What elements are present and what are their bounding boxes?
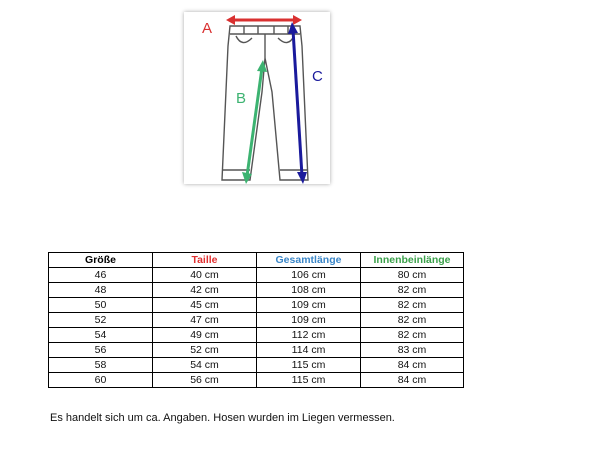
header-taille: Taille [153, 253, 257, 268]
cell-groesse: 58 [49, 358, 153, 373]
cell-groesse: 60 [49, 373, 153, 388]
cell-gesamtlaenge: 109 cm [257, 298, 361, 313]
size-table [48, 252, 464, 388]
arrow-a [226, 15, 302, 25]
cell-taille: 40 cm [153, 268, 257, 283]
cell-groesse: 54 [49, 328, 153, 343]
label-c: C [312, 68, 323, 85]
header-innenbeinlaenge: Innenbeinlänge [361, 253, 464, 268]
label-b: B [236, 90, 247, 107]
cell-gesamtlaenge: 112 cm [257, 328, 361, 343]
cell-gesamtlaenge: 108 cm [257, 283, 361, 298]
cell-taille: 47 cm [153, 313, 257, 328]
header-groesse: Größe [49, 253, 153, 268]
pants-measurement-diagram [184, 12, 330, 184]
header-gesamtlaenge: Gesamtlänge [257, 253, 361, 268]
table-row [49, 298, 464, 313]
cell-taille: 45 cm [153, 298, 257, 313]
table-row [49, 283, 464, 298]
cell-innenbeinlaenge: 80 cm [361, 268, 464, 283]
table-row [49, 268, 464, 283]
table-row [49, 313, 464, 328]
cell-gesamtlaenge: 106 cm [257, 268, 361, 283]
cell-groesse: 50 [49, 298, 153, 313]
cell-taille: 49 cm [153, 328, 257, 343]
table-row [49, 373, 464, 388]
cell-taille: 54 cm [153, 358, 257, 373]
cell-gesamtlaenge: 114 cm [257, 343, 361, 358]
label-a: A [202, 20, 213, 37]
cell-groesse: 56 [49, 343, 153, 358]
cell-groesse: 48 [49, 283, 153, 298]
pants-illustration [184, 12, 330, 184]
cell-innenbeinlaenge: 83 cm [361, 343, 464, 358]
cell-gesamtlaenge: 109 cm [257, 313, 361, 328]
cell-taille: 42 cm [153, 283, 257, 298]
cell-innenbeinlaenge: 84 cm [361, 373, 464, 388]
cell-taille: 52 cm [153, 343, 257, 358]
table-row [49, 358, 464, 373]
cell-innenbeinlaenge: 82 cm [361, 298, 464, 313]
measurement-note: Es handelt sich um ca. Angaben. Hosen wurden im Liegen vermessen. [50, 412, 395, 424]
cell-innenbeinlaenge: 82 cm [361, 283, 464, 298]
cell-gesamtlaenge: 115 cm [257, 358, 361, 373]
cell-groesse: 46 [49, 268, 153, 283]
cell-taille: 56 cm [153, 373, 257, 388]
cell-gesamtlaenge: 115 cm [257, 373, 361, 388]
cell-groesse: 52 [49, 313, 153, 328]
cell-innenbeinlaenge: 82 cm [361, 328, 464, 343]
cell-innenbeinlaenge: 82 cm [361, 313, 464, 328]
cell-innenbeinlaenge: 84 cm [361, 358, 464, 373]
table-header-row [49, 253, 464, 268]
table-row [49, 328, 464, 343]
table-row [49, 343, 464, 358]
